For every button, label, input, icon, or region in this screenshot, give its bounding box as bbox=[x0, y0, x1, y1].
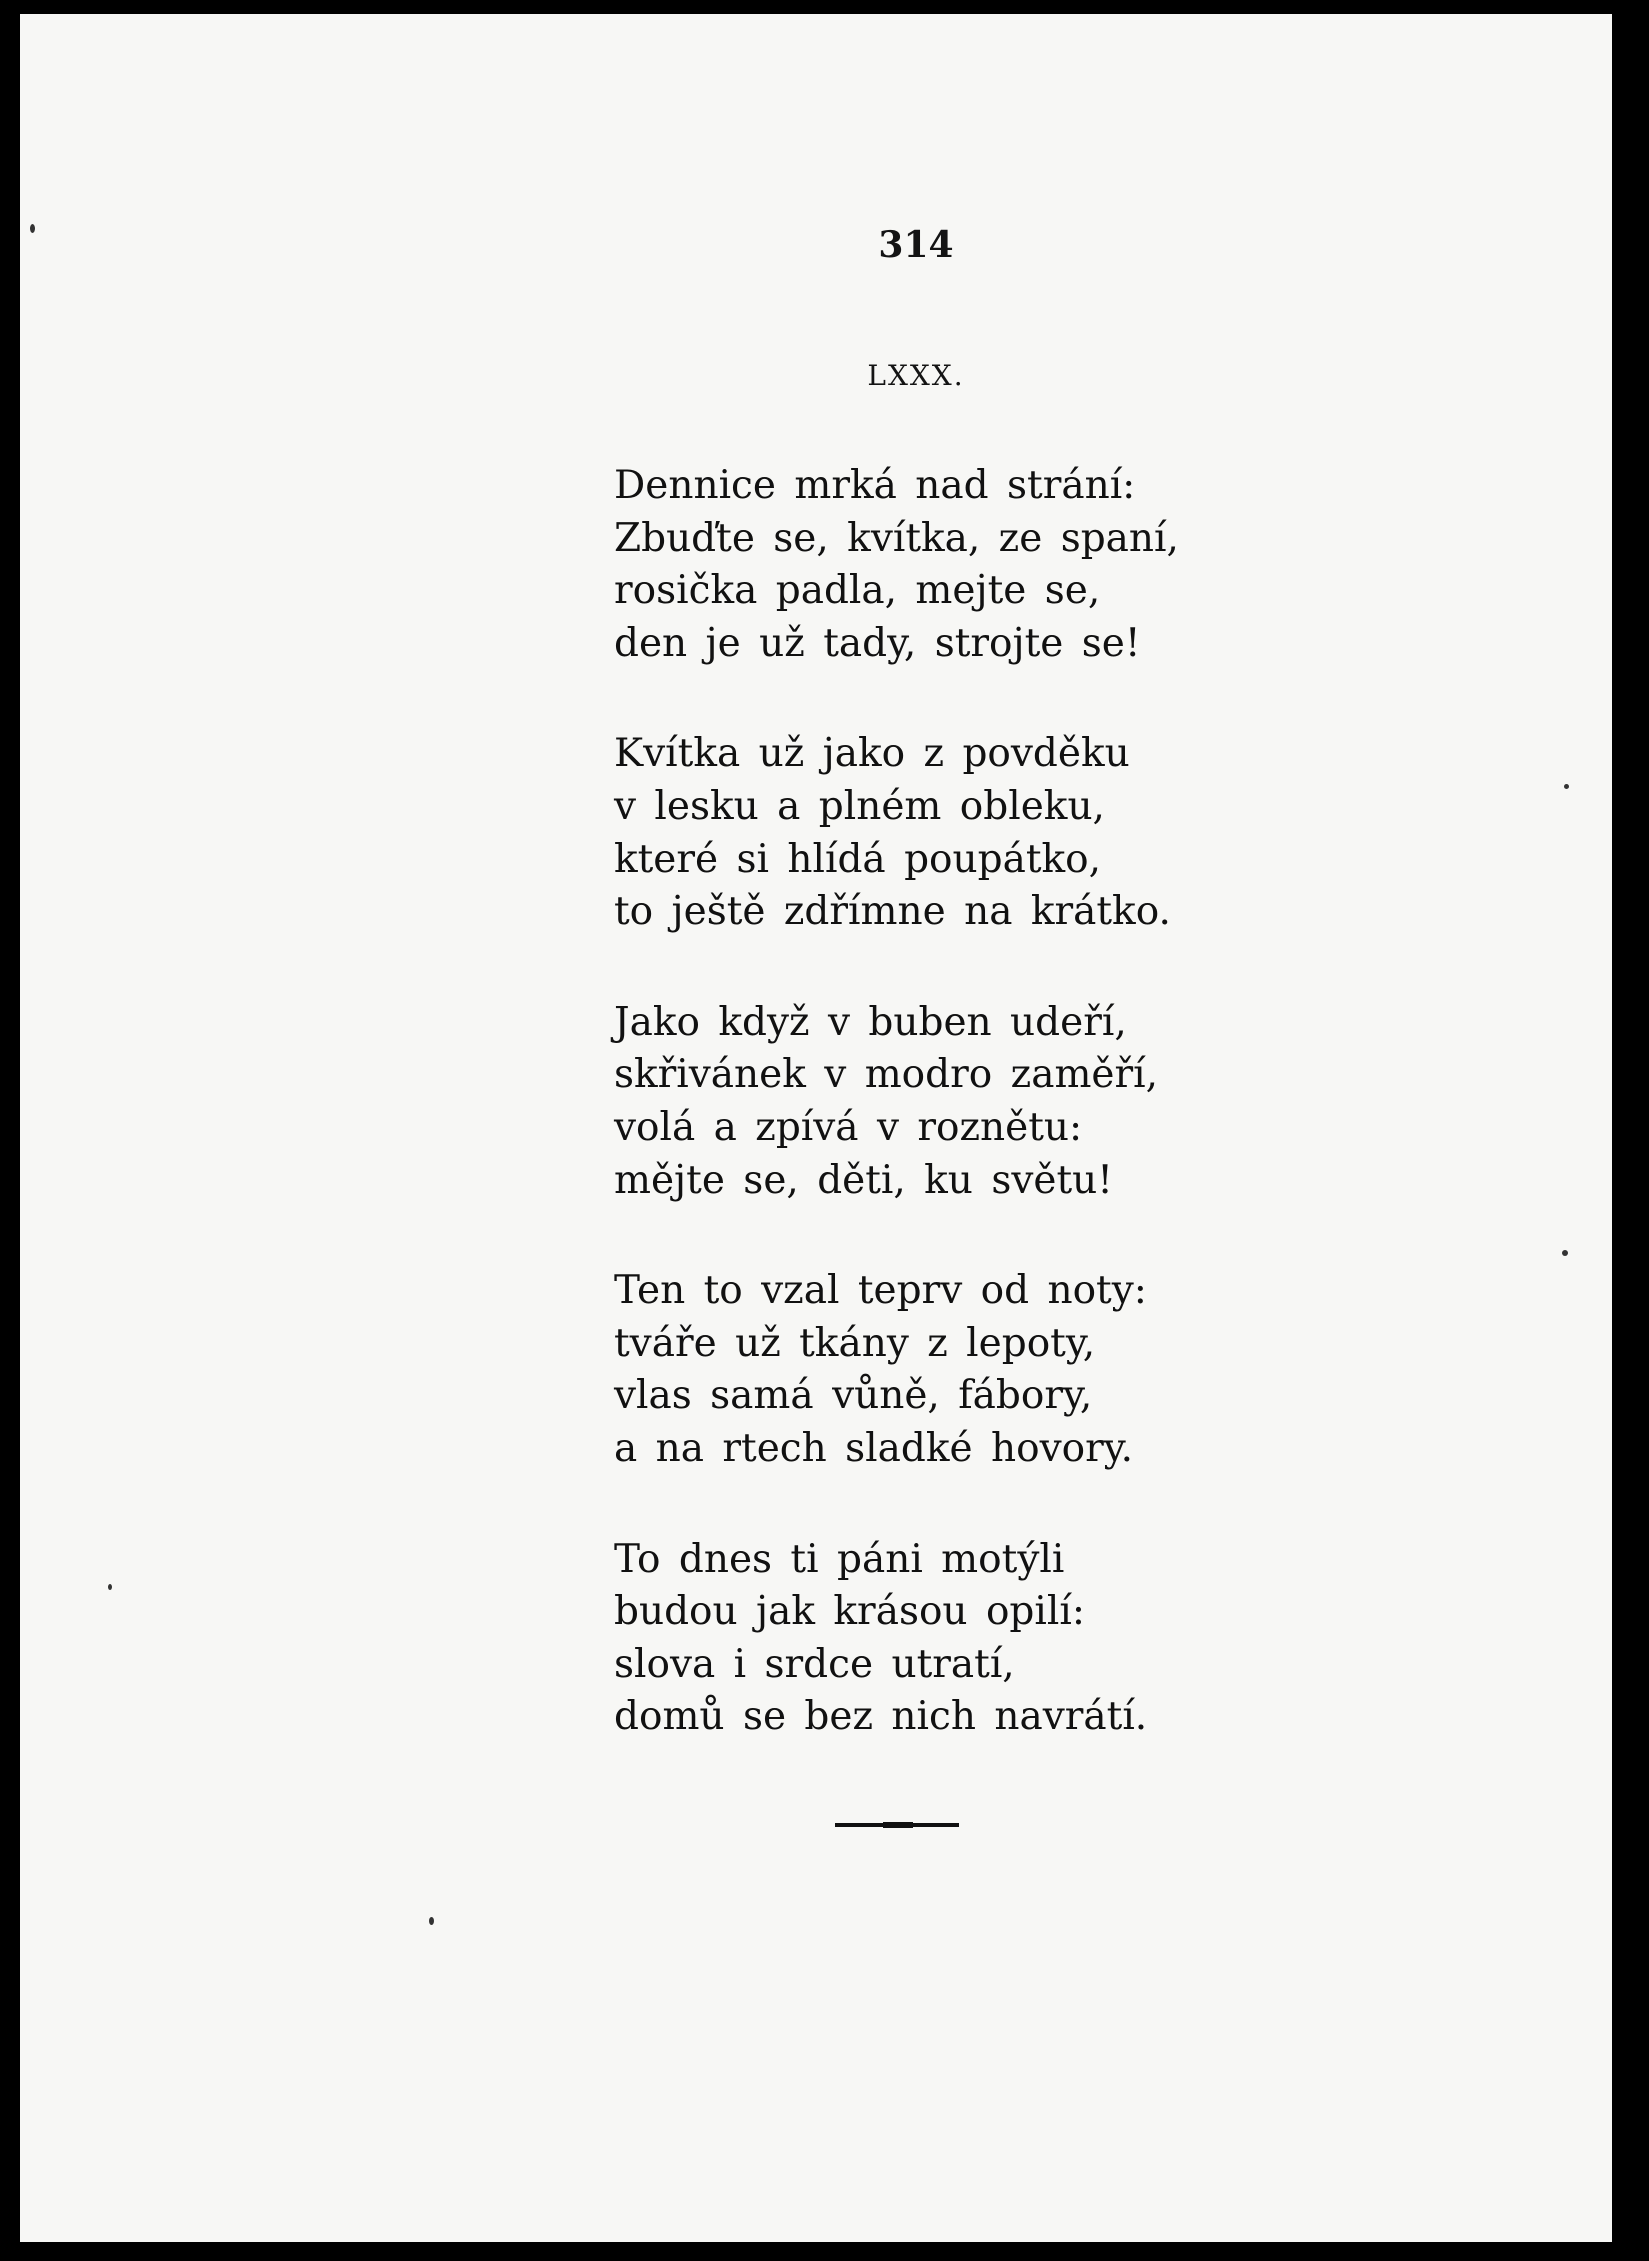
page-number: 314 bbox=[878, 224, 954, 266]
poem-line: Zbuďte se, kvítka, ze spaní, bbox=[614, 515, 1179, 561]
poem-line: Jako když v buben udeří, bbox=[614, 999, 1127, 1045]
poem-line: Ten to vzal teprv od noty: bbox=[614, 1268, 1147, 1314]
page-speck bbox=[30, 224, 35, 233]
poem-line: budou jak krásou opilí: bbox=[614, 1589, 1085, 1635]
stanza-3 bbox=[614, 997, 1314, 1207]
poem-line: to ještě zdřímne na krátko. bbox=[614, 889, 1171, 935]
poem-line: vlas samá vůně, fábory, bbox=[614, 1373, 1093, 1419]
page-speck bbox=[429, 1917, 434, 1925]
stanza-4 bbox=[614, 1265, 1314, 1475]
section-title: LXXX. bbox=[867, 359, 965, 392]
poem-line: které si hlídá poupátko, bbox=[614, 836, 1102, 882]
poem-line: v lesku a plném obleku, bbox=[614, 783, 1105, 829]
poem-line: den je už tady, strojte se! bbox=[614, 620, 1141, 666]
stanza-5 bbox=[614, 1534, 1314, 1744]
poem-line: mějte se, děti, ku světu! bbox=[614, 1157, 1113, 1203]
page-speck bbox=[1564, 784, 1569, 789]
end-ornament bbox=[835, 1823, 959, 1827]
poem-line: slova i srdce utratí, bbox=[614, 1641, 1015, 1687]
poem-line: Kvítka už jako z povděku bbox=[614, 731, 1130, 777]
poem-line: To dnes ti páni motýli bbox=[614, 1536, 1065, 1582]
page-speck bbox=[1562, 1250, 1568, 1256]
poem bbox=[614, 460, 1314, 1802]
poem-line: rosička padla, mejte se, bbox=[614, 568, 1101, 614]
stanza-2 bbox=[614, 728, 1314, 938]
poem-line: tváře už tkány z lepoty, bbox=[614, 1320, 1096, 1366]
poem-line: Dennice mrká nad strání: bbox=[614, 463, 1136, 508]
book-page bbox=[20, 14, 1612, 2242]
page-speck bbox=[108, 1584, 112, 1590]
poem-line: volá a zpívá v roznětu: bbox=[614, 1104, 1083, 1150]
poem-line: domů se bez nich navrátí. bbox=[614, 1694, 1148, 1740]
stanza-1 bbox=[614, 460, 1314, 670]
poem-line: a na rtech sladké hovory. bbox=[614, 1425, 1133, 1471]
poem-line: skřivánek v modro zaměří, bbox=[614, 1052, 1159, 1098]
